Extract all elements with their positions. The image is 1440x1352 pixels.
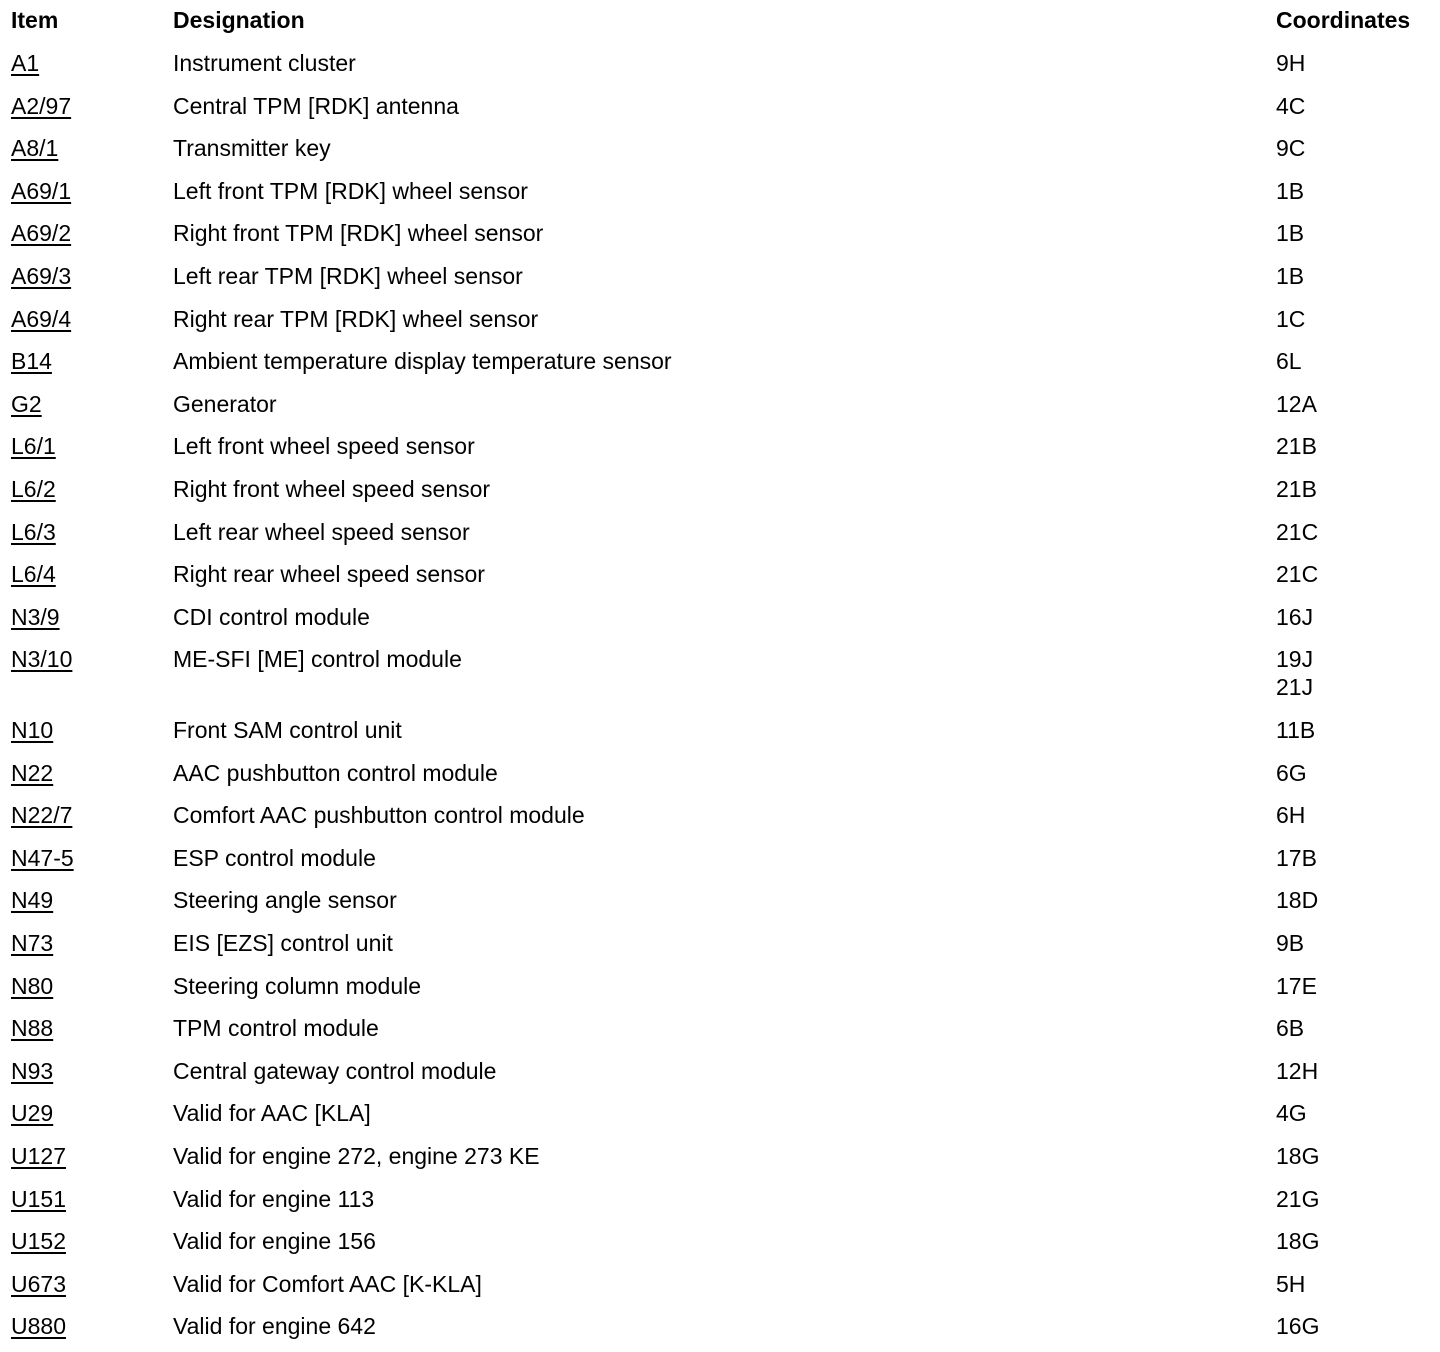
coordinate-value: 21J: [1276, 674, 1314, 700]
item-link[interactable]: U673: [11, 1271, 66, 1297]
item-cell: [11, 49, 39, 77]
item-link[interactable]: N88: [11, 1015, 54, 1041]
designation-cell: Ambient temperature display temperature sensor: [173, 348, 672, 374]
coordinate-value: 4C: [1276, 93, 1306, 119]
item-cell: [11, 518, 56, 546]
item-cell: [11, 560, 56, 588]
item-link[interactable]: A1: [11, 50, 40, 76]
table-row: [0, 475, 1440, 515]
coordinate-value: 21C: [1276, 519, 1319, 545]
item-cell: [11, 1099, 53, 1127]
coordinates-cell: [1276, 1057, 1318, 1085]
item-link[interactable]: L6/2: [11, 476, 56, 502]
table-row: [0, 262, 1440, 302]
item-cell: [11, 475, 56, 503]
coordinates-cell: [1276, 886, 1318, 914]
item-link[interactable]: A69/3: [11, 263, 72, 289]
coordinate-value: 18G: [1276, 1143, 1320, 1169]
coordinates-cell: [1276, 134, 1305, 162]
coordinate-value: 21G: [1276, 1186, 1320, 1212]
item-link[interactable]: N22: [11, 760, 54, 786]
item-cell: [11, 1312, 66, 1340]
table-row: [0, 432, 1440, 472]
item-link[interactable]: A8/1: [11, 135, 59, 161]
designation-cell: Right front TPM [RDK] wheel sensor: [173, 220, 544, 246]
coordinates-cell: [1276, 1099, 1307, 1127]
coordinate-value: 21B: [1276, 476, 1317, 502]
item-cell: [11, 134, 58, 162]
item-cell: [11, 603, 60, 631]
coordinates-cell: [1276, 1185, 1319, 1213]
item-cell: [11, 1057, 53, 1085]
header-item: Item: [11, 7, 59, 33]
designation-cell: Comfort AAC pushbutton control module: [173, 802, 585, 828]
coordinates-cell: [1276, 432, 1317, 460]
table-row: [0, 1312, 1440, 1352]
table-row: [0, 305, 1440, 345]
table-row: [0, 972, 1440, 1012]
coordinate-value: 18G: [1276, 1228, 1320, 1254]
table-row: [0, 1185, 1440, 1225]
item-cell: [11, 347, 52, 375]
coordinate-value: 1B: [1276, 263, 1305, 289]
designation-cell: EIS [EZS] control unit: [173, 930, 393, 956]
item-cell: [11, 92, 71, 120]
designation-cell: Generator: [173, 391, 277, 417]
coordinates-cell: [1276, 844, 1317, 872]
coordinate-value: 1B: [1276, 178, 1305, 204]
item-link[interactable]: L6/1: [11, 433, 56, 459]
table-row: [0, 177, 1440, 217]
table-row: [0, 801, 1440, 841]
item-link[interactable]: U152: [11, 1228, 66, 1254]
item-cell: [11, 844, 74, 872]
table-row: [0, 347, 1440, 387]
table-row: [0, 134, 1440, 174]
item-link[interactable]: A69/4: [11, 306, 72, 332]
item-link[interactable]: N49: [11, 887, 54, 913]
table-row: [0, 49, 1440, 89]
item-link[interactable]: N22/7: [11, 802, 73, 828]
item-cell: [11, 1270, 66, 1298]
table-row: [0, 390, 1440, 430]
table-row: [0, 645, 1440, 700]
item-link[interactable]: U127: [11, 1143, 66, 1169]
item-link[interactable]: A69/1: [11, 178, 72, 204]
table-row: [0, 759, 1440, 799]
designation-cell: Left rear wheel speed sensor: [173, 519, 470, 545]
designation-cell: Steering angle sensor: [173, 887, 397, 913]
coordinate-value: 16J: [1276, 604, 1314, 630]
coordinates-cell: [1276, 475, 1317, 503]
item-link[interactable]: N47-5: [11, 845, 74, 871]
coordinate-value: 16G: [1276, 1313, 1320, 1339]
coordinates-cell: [1276, 92, 1305, 120]
item-cell: [11, 390, 42, 418]
item-link[interactable]: N73: [11, 930, 54, 956]
table-row: [0, 92, 1440, 132]
item-cell: [11, 886, 53, 914]
designation-cell: Valid for engine 642: [173, 1313, 376, 1339]
coordinates-cell: [1276, 518, 1318, 546]
designation-cell: TPM control module: [173, 1015, 379, 1041]
coordinate-value: 21B: [1276, 433, 1317, 459]
table-row: [0, 1099, 1440, 1139]
coordinate-value: 9B: [1276, 930, 1305, 956]
coordinate-value: 11B: [1276, 717, 1316, 743]
designation-cell: Left front TPM [RDK] wheel sensor: [173, 178, 528, 204]
designation-cell: ESP control module: [173, 845, 376, 871]
item-cell: [11, 716, 53, 744]
item-link[interactable]: L6/4: [11, 561, 56, 587]
coordinate-value: 1B: [1276, 220, 1305, 246]
coordinates-cell: [1276, 1014, 1304, 1042]
table-row: [0, 844, 1440, 884]
item-link[interactable]: B14: [11, 348, 52, 374]
coordinate-value: 12H: [1276, 1058, 1319, 1084]
item-link[interactable]: U880: [11, 1313, 66, 1339]
designation-cell: Valid for AAC [KLA]: [173, 1100, 371, 1126]
coordinate-value: 19J: [1276, 646, 1314, 672]
coordinate-value: 9H: [1276, 50, 1306, 76]
item-cell: [11, 1142, 66, 1170]
table-row: [0, 518, 1440, 558]
designation-cell: Central TPM [RDK] antenna: [173, 93, 459, 119]
header-coordinates: Coordinates: [1276, 7, 1411, 33]
designation-cell: Left front wheel speed sensor: [173, 433, 475, 459]
coordinates-cell: [1276, 49, 1305, 77]
designation-cell: Valid for engine 156: [173, 1228, 376, 1254]
designation-cell: Left rear TPM [RDK] wheel sensor: [173, 263, 523, 289]
designation-cell: CDI control module: [173, 604, 370, 630]
coordinates-cell: [1276, 262, 1304, 290]
item-link[interactable]: A69/2: [11, 220, 72, 246]
item-cell: [11, 305, 71, 333]
item-cell: [11, 801, 72, 829]
coordinate-value: 17B: [1276, 845, 1317, 871]
coordinates-cell: [1276, 560, 1318, 588]
table-row: [0, 886, 1440, 926]
table-row: [0, 1227, 1440, 1267]
coordinates-cell: [1276, 305, 1305, 333]
coordinates-cell: [1276, 177, 1304, 205]
coordinates-cell: [1276, 929, 1304, 957]
item-cell: [11, 262, 71, 290]
item-cell: [11, 645, 72, 673]
coordinates-cell: [1276, 1142, 1319, 1170]
table-row: [0, 1014, 1440, 1054]
coordinate-value: 18D: [1276, 887, 1319, 913]
table-row: [0, 929, 1440, 969]
header-designation: Designation: [173, 7, 305, 33]
table-row: [0, 1142, 1440, 1182]
designation-cell: ME-SFI [ME] control module: [173, 646, 462, 672]
item-cell: [11, 929, 53, 957]
item-link[interactable]: U29: [11, 1100, 54, 1126]
coordinates-cell: [1276, 1270, 1305, 1298]
table-row: [0, 560, 1440, 600]
designation-cell: Valid for Comfort AAC [K-KLA]: [173, 1271, 482, 1297]
item-link[interactable]: G2: [11, 391, 42, 417]
coordinates-cell: [1276, 1312, 1319, 1340]
coordinates-cell: [1276, 219, 1304, 247]
item-cell: [11, 1227, 66, 1255]
table-row: [0, 219, 1440, 259]
coordinates-cell: [1276, 972, 1317, 1000]
item-cell: [11, 1185, 66, 1213]
coordinates-cell: [1276, 603, 1313, 631]
item-link[interactable]: A2/97: [11, 93, 72, 119]
table-row: [0, 1057, 1440, 1097]
item-link[interactable]: N3/9: [11, 604, 60, 630]
designation-cell: Right rear TPM [RDK] wheel sensor: [173, 306, 539, 332]
coordinate-value: 9C: [1276, 135, 1306, 161]
item-link[interactable]: N10: [11, 717, 54, 743]
coordinates-cell: [1276, 801, 1305, 829]
coordinates-cell: [1276, 716, 1315, 744]
coordinate-value: 17E: [1276, 973, 1317, 999]
coordinates-cell: [1276, 645, 1313, 701]
coordinate-value: 6B: [1276, 1015, 1305, 1041]
designation-cell: Transmitter key: [173, 135, 331, 161]
designation-cell: Valid for engine 113: [173, 1186, 375, 1212]
coordinate-value: 6L: [1276, 348, 1302, 374]
coordinate-value: 5H: [1276, 1271, 1306, 1297]
designation-cell: AAC pushbutton control module: [173, 760, 498, 786]
item-cell: [11, 759, 53, 787]
coordinates-cell: [1276, 759, 1307, 787]
coordinate-value: 12A: [1276, 391, 1317, 417]
table-row: [0, 716, 1440, 756]
table-row: [0, 603, 1440, 643]
coordinate-value: 1C: [1276, 306, 1306, 332]
item-link[interactable]: N3/10: [11, 646, 73, 672]
item-cell: [11, 177, 71, 205]
designation-cell: Valid for engine 272, engine 273 KE: [173, 1143, 540, 1169]
item-link[interactable]: U151: [11, 1186, 66, 1212]
coordinate-value: 6G: [1276, 760, 1307, 786]
designation-cell: Instrument cluster: [173, 50, 356, 76]
designation-cell: Steering column module: [173, 973, 422, 999]
item-cell: [11, 1014, 53, 1042]
item-cell: [11, 972, 53, 1000]
item-link[interactable]: N80: [11, 973, 54, 999]
designation-cell: Right rear wheel speed sensor: [173, 561, 485, 587]
item-cell: [11, 219, 71, 247]
coordinate-value: 21C: [1276, 561, 1319, 587]
item-link[interactable]: L6/3: [11, 519, 56, 545]
designation-cell: Right front wheel speed sensor: [173, 476, 491, 502]
designation-cell: Front SAM control unit: [173, 717, 402, 743]
designation-cell: Central gateway control module: [173, 1058, 497, 1084]
coordinate-value: 4G: [1276, 1100, 1307, 1126]
coordinates-cell: [1276, 347, 1302, 375]
table-row: [0, 1270, 1440, 1310]
coordinates-cell: [1276, 390, 1317, 418]
coordinate-value: 6H: [1276, 802, 1306, 828]
coordinates-cell: [1276, 1227, 1319, 1255]
item-cell: [11, 432, 56, 460]
item-link[interactable]: N93: [11, 1058, 54, 1084]
